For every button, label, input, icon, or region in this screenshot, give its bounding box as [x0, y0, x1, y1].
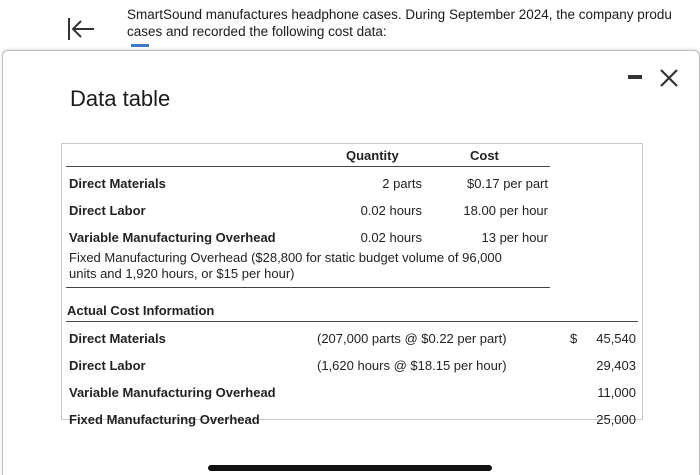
data-table-dialog — [2, 50, 700, 475]
actual-heading: Actual Cost Information — [67, 303, 215, 318]
question-line-2: cases and recorded the following cost data: — [127, 24, 387, 39]
act-dl-label: Direct Labor — [69, 358, 146, 373]
std-voh-label: Variable Manufacturing Overhead — [69, 230, 276, 245]
question-header — [0, 0, 700, 50]
act-foh-amount: 25,000 — [596, 412, 636, 427]
std-voh-cost: 13 per hour — [481, 230, 548, 245]
act-voh-label: Variable Manufacturing Overhead — [69, 385, 276, 400]
question-text — [127, 6, 700, 40]
act-dl-detail: (1,620 hours @ $18.15 per hour) — [317, 358, 507, 373]
header-quantity: Quantity — [346, 148, 399, 163]
act-dm-detail: (207,000 parts @ $0.22 per part) — [317, 331, 507, 346]
standard-section-rule — [66, 287, 550, 288]
header-cost: Cost — [470, 148, 499, 163]
std-dl-cost: 18.00 per hour — [463, 203, 548, 218]
cost-data-table — [61, 143, 643, 427]
act-dm-amount: 45,540 — [596, 331, 636, 346]
act-dm-label: Direct Materials — [69, 331, 166, 346]
close-icon[interactable] — [656, 65, 682, 91]
actual-heading-rule — [66, 321, 638, 322]
act-foh-label: Fixed Manufacturing Overhead — [69, 412, 260, 427]
dialog-title: Data table — [70, 86, 171, 111]
fixed-overhead-note-1: Fixed Manufacturing Overhead ($28,800 for static budget volume of 96,000 — [69, 250, 502, 265]
std-dm-label: Direct Materials — [69, 176, 166, 191]
std-voh-quantity: 0.02 hours — [360, 230, 422, 245]
std-dl-quantity: 0.02 hours — [360, 203, 422, 218]
std-dl-label: Direct Labor — [69, 203, 146, 218]
home-indicator-bar[interactable] — [208, 465, 492, 471]
header-rule — [66, 166, 550, 167]
info-link-marker[interactable] — [131, 44, 149, 47]
act-dm-currency: $ — [570, 331, 578, 346]
std-dm-cost: $0.17 per part — [467, 176, 548, 191]
minimize-icon[interactable] — [628, 75, 642, 79]
act-dl-amount: 29,403 — [596, 358, 636, 373]
question-line-1: SmartSound manufactures headphone cases. During September 2024, the company produ — [127, 7, 672, 22]
act-voh-amount: 11,000 — [597, 385, 636, 400]
back-to-start-icon[interactable] — [66, 16, 96, 42]
std-dm-quantity: 2 parts — [382, 176, 422, 191]
fixed-overhead-note-2: units and 1,920 hours, or $15 per hour) — [69, 266, 295, 281]
